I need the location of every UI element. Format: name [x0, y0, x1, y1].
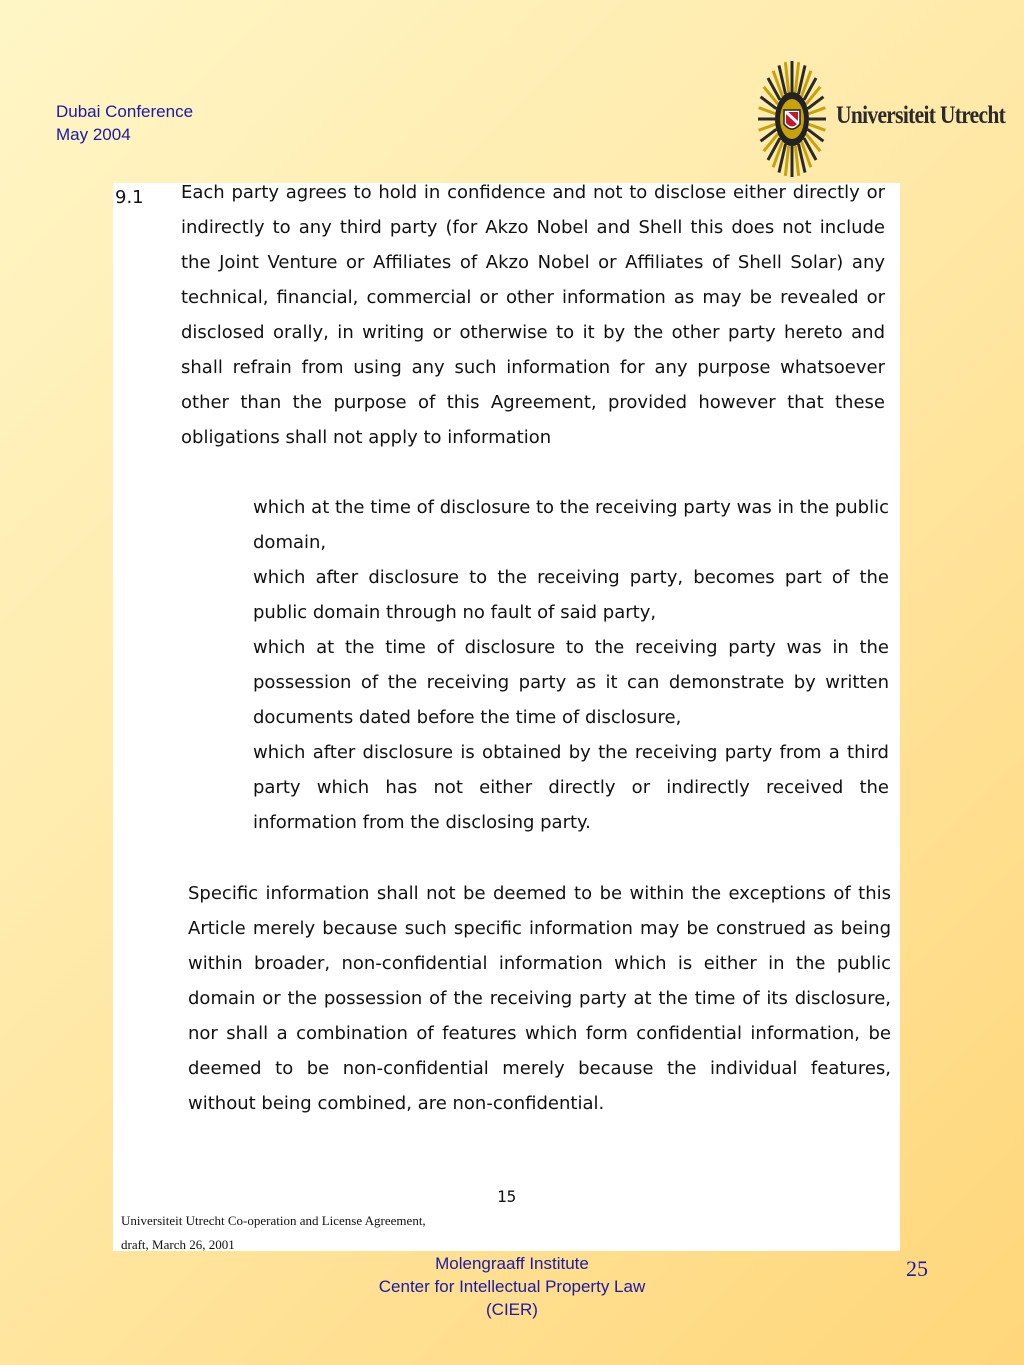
university-name: Universiteit Utrecht — [836, 102, 1006, 129]
document-footer — [121, 1209, 426, 1257]
document-footer-line: draft, March 26, 2001 — [121, 1237, 235, 1252]
exception-item: which at the time of disclosure to the receiving party was in the public domain, — [253, 497, 889, 553]
section-intro: Each party agrees to hold in confidence and not to disclose either directly or indirectly to any third party (for Akzo Nobel and Shell this does not include the Joint Venture or Affiliates of Akzo Nobel or Affiliates of Shell Solar) any technical, financial, commercial or other information as may be revealed or disclosed orally, in writing or otherwise to it by the other party hereto and shall refrain from using any such information for any purpose whatsoever other than the purpose of this Agreement, provided however that these obligations shall not apply to information — [181, 182, 885, 448]
institute-footer — [312, 1252, 712, 1321]
center-abbreviation: (CIER) — [486, 1300, 538, 1319]
university-logo — [756, 58, 1012, 180]
conference-info — [56, 100, 193, 146]
exception-item: which after disclosure to the receiving party, becomes part of the public domain through no fault of said party, — [253, 567, 889, 623]
exceptions-list — [253, 490, 889, 840]
section-closing: Specific information shall not be deemed to be within the exceptions of this Article merely because such specific information may be construed as being within broader, non-confidential information which is either in the public domain or the possession of the receiving party at the time of its disclosure, nor shall a combination of features which form confidential information, be deemed to be non-confidential merely because the individual features, without being combined, are non-confidential. — [188, 883, 891, 1114]
slide-number: 25 — [906, 1256, 928, 1281]
center-name: Center for Intellectual Property Law — [378, 1277, 646, 1296]
section-number: 9.1 — [115, 187, 144, 208]
exception-item: which after disclosure is obtained by the receiving party from a third party which has not either directly or indirectly received the information from the disclosing party. — [253, 742, 889, 833]
document-footer-line: Universiteit Utrecht Co-operation and License Agreement, — [121, 1213, 426, 1228]
document-page-number: 15 — [497, 1187, 517, 1206]
conference-name: Dubai Conference — [56, 102, 194, 121]
exception-item: which at the time of disclosure to the receiving party was in the possession of the receiving party as it can demonstrate by written documents dated before the time of disclosure, — [253, 637, 889, 728]
conference-date: May 2004 — [56, 125, 131, 144]
sun-seal-icon — [756, 58, 828, 180]
institute-name: Molengraaff Institute — [435, 1254, 589, 1273]
scanned-document — [113, 183, 900, 1251]
